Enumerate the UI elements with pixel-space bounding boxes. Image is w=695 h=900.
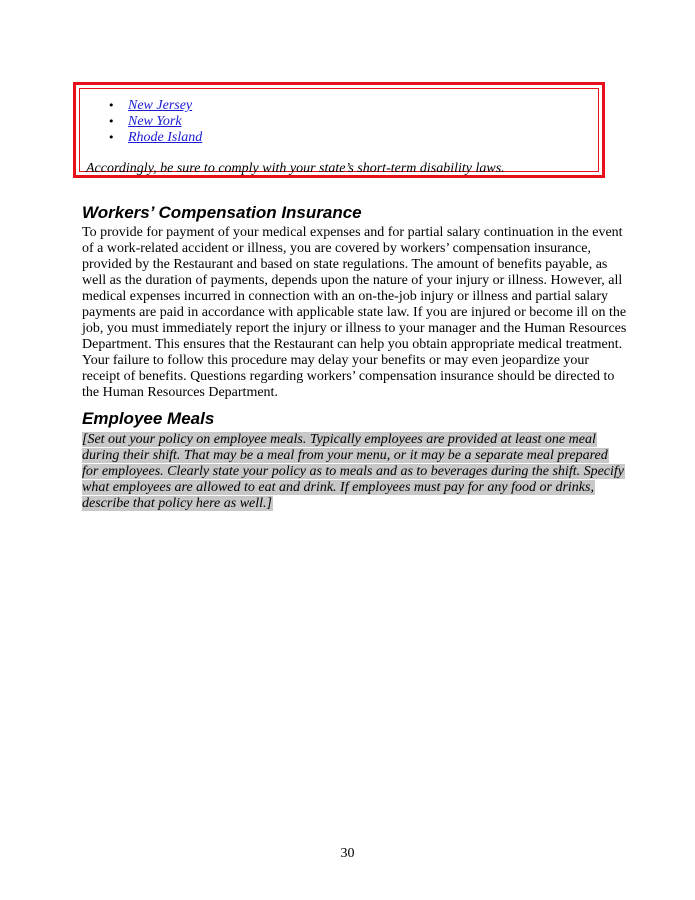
- highlighted-placeholder-text: during their shift. That may be a meal from your menu, or it may be a separate meal prepared: [82, 448, 608, 463]
- list-item: [106, 114, 202, 130]
- list-item: [106, 130, 202, 146]
- workers-compensation-paragraph: [82, 225, 627, 401]
- state-link-new-york[interactable]: New York: [128, 114, 182, 129]
- highlighted-placeholder-text: for employees. Clearly state your policy as to meals and as to beverages during the shift. Specify: [82, 464, 625, 479]
- employee-meals-placeholder-paragraph: [82, 432, 625, 512]
- paragraph-line: [82, 448, 622, 464]
- paragraph-line: [82, 496, 622, 512]
- state-link-rhode-island[interactable]: Rhode Island: [128, 130, 203, 145]
- section-heading-workers-compensation: Workers’ Compensation Insurance: [82, 203, 362, 222]
- paragraph-line: well as the duration of payments, depends upon the nature of your injury or illness. However, all: [82, 273, 623, 288]
- paragraph-line: job, you must immediately report the injury or illness to your manager and the Human Resources: [82, 321, 627, 336]
- paragraph-line: [82, 464, 625, 480]
- paragraph-line: Your failure to follow this procedure may delay your benefits or may even jeopardize your: [82, 353, 590, 368]
- bullet-icon: •: [108, 115, 115, 128]
- paragraph-line: medical expenses incurred in connection with an on-the-job injury or illness and partial salary: [82, 289, 609, 304]
- paragraph-line: of a work-related accident or illness, you are covered by workers’ compensation insurance,: [82, 241, 591, 256]
- paragraph-line: receipt of benefits. Questions regarding workers’ compensation insurance should be directed to: [82, 369, 615, 384]
- paragraph-line: the Human Resources Department.: [82, 385, 278, 400]
- section-heading-employee-meals: Employee Meals: [82, 409, 215, 428]
- notice-box-inner-border: [79, 88, 599, 176]
- page-number: 30: [340, 846, 355, 861]
- highlighted-placeholder-text: describe that policy here as well.]: [82, 496, 272, 511]
- paragraph-line: payments are paid in accordance with applicable state law. If you are injured or become ill on the: [82, 305, 627, 320]
- paragraph-line: [82, 432, 622, 448]
- state-list: [106, 98, 202, 146]
- paragraph-line: [82, 480, 622, 496]
- notice-text: Accordingly, be sure to comply with your state’s short-term disability laws.: [86, 161, 505, 176]
- highlighted-placeholder-text: [Set out your policy on employee meals. Typically employees are provided at least one meal: [82, 432, 596, 447]
- state-link-new-jersey[interactable]: New Jersey: [128, 98, 193, 113]
- bullet-icon: •: [108, 99, 115, 112]
- state-disability-notice-box: [73, 82, 605, 178]
- highlighted-placeholder-text: what employees are allowed to eat and drink. If employees must pay for any food or drinks,: [82, 480, 594, 495]
- list-item: [106, 98, 202, 114]
- bullet-icon: •: [108, 131, 115, 144]
- paragraph-line: provided by the Restaurant and based on state regulations. The amount of benefits payable, as: [82, 257, 608, 272]
- paragraph-line: Department. This ensures that the Restaurant can help you obtain appropriate medical treatment.: [82, 337, 623, 352]
- paragraph-line: To provide for payment of your medical expenses and for partial salary continuation in the event: [82, 225, 623, 240]
